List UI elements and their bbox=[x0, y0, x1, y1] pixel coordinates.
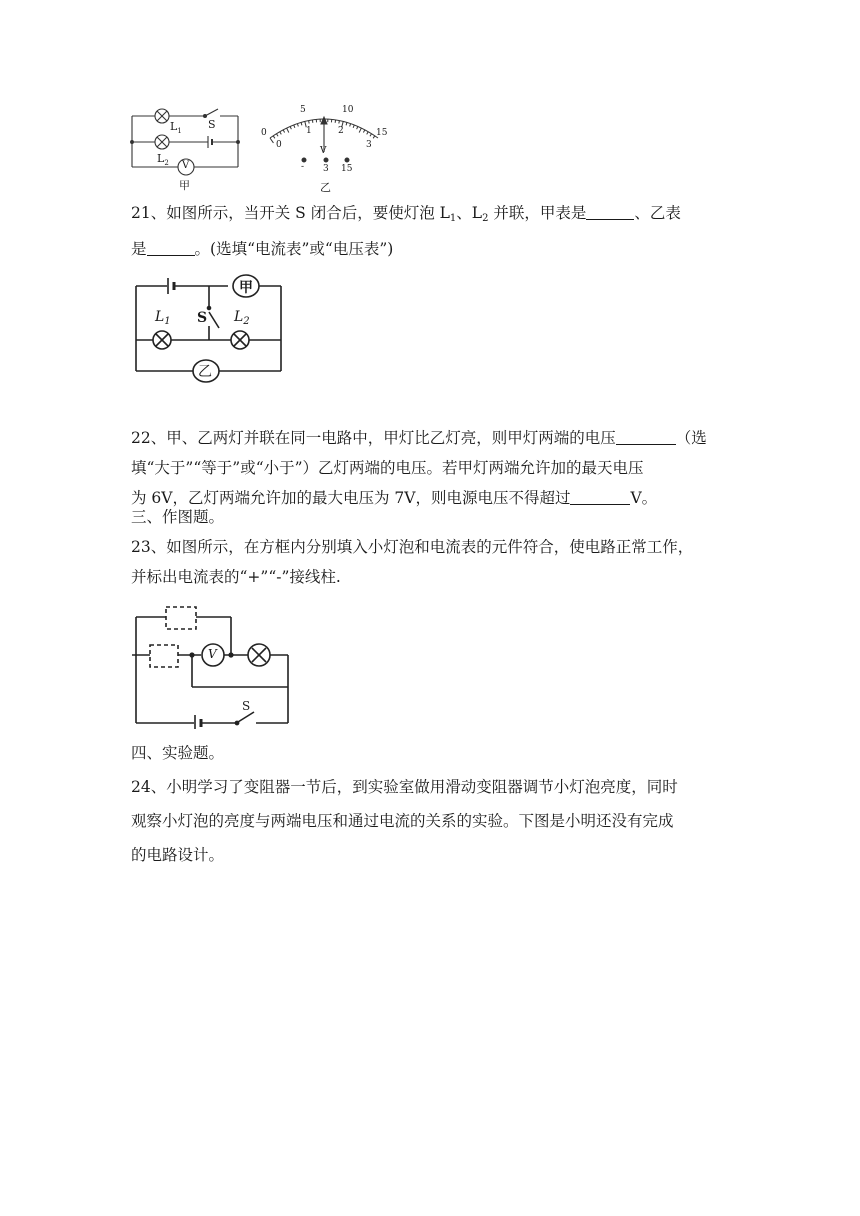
q21-answer-blank-yi[interactable] bbox=[147, 239, 195, 256]
terminal-15: 15 bbox=[341, 164, 353, 174]
q21-meter-yi-label: 乙 bbox=[198, 364, 212, 380]
meter-tick bbox=[359, 128, 361, 132]
q21-L1-label: $L_1$ bbox=[155, 309, 171, 327]
question-24 bbox=[131, 772, 731, 870]
q24-line-3: 的电路设计。 bbox=[131, 846, 225, 864]
question-21 bbox=[131, 198, 731, 264]
q21-answer-blank-jia[interactable] bbox=[586, 203, 634, 220]
meter-tick bbox=[350, 124, 351, 127]
meter-tick bbox=[294, 125, 295, 128]
meter-tick bbox=[270, 138, 273, 143]
caption-yi: 乙 bbox=[320, 181, 331, 194]
label-L1: $L_1$ bbox=[170, 120, 182, 135]
terminal-minus: - bbox=[301, 162, 305, 172]
q21-line-1: 21、如图所示，当开关 S 闭合后，要使灯泡 $L_1$、$L_2$ 并联，甲表是 、乙表 bbox=[131, 204, 681, 224]
figure-q23-circuit bbox=[128, 603, 294, 729]
meter-unit: V bbox=[320, 146, 327, 156]
meter-tick bbox=[301, 122, 302, 125]
label-switch-S: S bbox=[208, 118, 216, 131]
top-scale-5: 5 bbox=[300, 105, 306, 115]
q22-line-1: 22、甲、乙两灯并联在同一电路中，甲灯比乙灯亮，则甲灯两端的电压 （选 bbox=[131, 429, 707, 447]
q22-line-3: 为 6V，乙灯两端允许加的最大电压为 7V，则电源电压不得超过 V。 bbox=[131, 489, 658, 507]
q21-line-2: 是 。(选填“电流表”或“电压表”) bbox=[131, 240, 394, 258]
meter-tick bbox=[283, 130, 284, 133]
top-scale-10: 10 bbox=[342, 105, 354, 115]
meter-tick bbox=[339, 121, 340, 124]
meter-tick bbox=[370, 134, 372, 137]
label-L2: $L_2$ bbox=[157, 152, 169, 167]
meter-tick bbox=[297, 124, 298, 127]
top-scale-0: 0 bbox=[261, 128, 267, 138]
terminal-3: 3 bbox=[323, 164, 329, 174]
meter-tick bbox=[346, 122, 347, 125]
section-3-heading: 三、作图题。 bbox=[131, 508, 225, 526]
bottom-scale-2: 2 bbox=[338, 126, 344, 136]
caption-jia: 甲 bbox=[179, 179, 190, 192]
bottom-scale-0: 0 bbox=[276, 140, 282, 150]
meter-tick bbox=[290, 126, 291, 129]
meter-tick bbox=[363, 130, 364, 133]
q24-line-2: 观察小灯泡的亮度与两端电压和通过电流的关系的实验。下图是小明还没有完成 bbox=[131, 812, 674, 830]
q24-line-1: 24、小明学习了变阻器一节后，到实验室做用滑动变阻器调节小灯泡亮度，同时 bbox=[131, 778, 678, 796]
q23-line-2: 并标出电流表的“+”“-”接线柱. bbox=[131, 568, 341, 586]
q22-answer-blank-voltage[interactable] bbox=[616, 428, 676, 445]
meter-tick bbox=[309, 121, 310, 124]
figure-voltmeter-yi bbox=[258, 102, 390, 194]
q21-switch-label: S bbox=[197, 310, 208, 326]
top-scale-15: 15 bbox=[376, 128, 388, 138]
meter-tick bbox=[273, 136, 275, 139]
label-voltmeter: V bbox=[182, 160, 190, 171]
q21-L2-label: $L_2$ bbox=[234, 309, 250, 327]
q21-meter-jia-label: 甲 bbox=[239, 280, 253, 296]
bottom-scale-3: 3 bbox=[366, 140, 372, 150]
question-22 bbox=[131, 423, 731, 513]
q23-line-1: 23、如图所示，在方框内分别填入小灯泡和电流表的元件符合，使电路正常工作， bbox=[131, 538, 694, 556]
q23-voltmeter-label: V bbox=[208, 647, 217, 661]
meter-tick bbox=[280, 132, 281, 135]
meter-tick bbox=[373, 136, 375, 138]
q23-switch-label: S bbox=[242, 699, 251, 713]
figure-q21-circuit bbox=[131, 272, 291, 384]
meter-tick bbox=[353, 125, 354, 128]
section-4-heading: 四、实验题。 bbox=[131, 744, 225, 762]
meter-tick bbox=[276, 134, 278, 137]
q22-line-2: 填“大于”“等于”或“小于”）乙灯两端的电压。若甲灯两端允许加的最天电压 bbox=[131, 459, 644, 477]
meter-tick bbox=[357, 126, 358, 129]
meter-tick bbox=[367, 132, 369, 135]
question-23 bbox=[131, 532, 731, 592]
bottom-scale-1: 1 bbox=[306, 126, 312, 136]
meter-tick bbox=[287, 128, 289, 133]
figure-circuit-jia bbox=[126, 100, 246, 192]
